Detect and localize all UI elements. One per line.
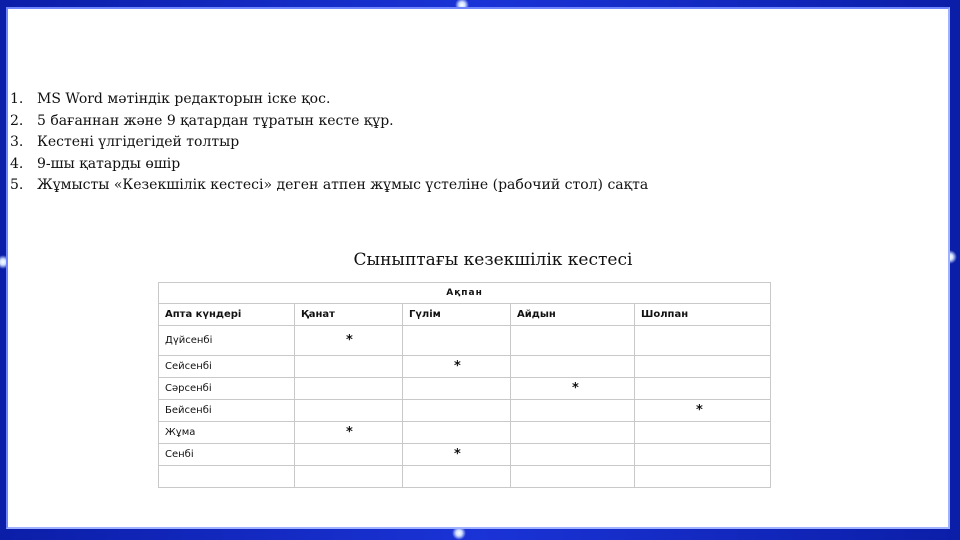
instruction-item bbox=[8, 175, 648, 197]
instruction-text: 5 бағаннан және 9 қатардан тұратын кесте құр. bbox=[37, 112, 394, 129]
day-cell: Сәрсенбі bbox=[159, 378, 295, 400]
table-row bbox=[159, 356, 771, 378]
table-row bbox=[159, 400, 771, 422]
duty-cell bbox=[295, 422, 403, 444]
column-header-gulim: Гүлім bbox=[403, 304, 511, 326]
table-row bbox=[159, 422, 771, 444]
slide-content bbox=[6, 7, 950, 529]
duty-mark: * bbox=[346, 425, 353, 440]
duty-cell bbox=[403, 378, 511, 400]
instruction-text: Жұмысты «Кезекшілік кестесі» деген атпен жұмыс үстеліне (рабочий стол) сақта bbox=[37, 177, 649, 194]
table-row bbox=[159, 326, 771, 356]
duty-cell bbox=[635, 356, 771, 378]
duty-cell bbox=[635, 444, 771, 466]
duty-cell bbox=[403, 326, 511, 356]
duty-mark: * bbox=[696, 403, 703, 418]
column-header-kanat: Қанат bbox=[295, 304, 403, 326]
duty-cell bbox=[511, 326, 635, 356]
duty-mark: * bbox=[454, 447, 461, 462]
instruction-item bbox=[8, 89, 648, 111]
instruction-item bbox=[8, 111, 648, 133]
day-cell: Жұма bbox=[159, 422, 295, 444]
instruction-text: 9-шы қатарды өшір bbox=[37, 155, 181, 172]
day-cell bbox=[159, 466, 295, 488]
duty-cell bbox=[403, 400, 511, 422]
duty-cell bbox=[511, 356, 635, 378]
day-cell: Сейсенбі bbox=[159, 356, 295, 378]
duty-cell bbox=[635, 422, 771, 444]
duty-mark: * bbox=[572, 381, 579, 396]
table-title: Сыныптағы кезекшілік кестесі bbox=[353, 250, 633, 270]
instruction-number: 4. bbox=[10, 155, 24, 172]
column-header-days: Апта күндері bbox=[159, 304, 295, 326]
day-cell: Дүйсенбі bbox=[159, 326, 295, 356]
duty-cell bbox=[295, 378, 403, 400]
day-cell: Бейсенбі bbox=[159, 400, 295, 422]
table-row bbox=[159, 378, 771, 400]
duty-cell bbox=[635, 326, 771, 356]
table-row bbox=[159, 444, 771, 466]
instruction-number: 5. bbox=[10, 177, 24, 194]
duty-cell bbox=[295, 326, 403, 356]
instruction-item bbox=[8, 132, 648, 154]
duty-cell bbox=[295, 466, 403, 488]
duty-cell bbox=[511, 400, 635, 422]
instruction-number: 1. bbox=[10, 91, 24, 107]
duty-cell bbox=[511, 444, 635, 466]
duty-cell bbox=[635, 466, 771, 488]
duty-cell bbox=[295, 400, 403, 422]
instruction-text: MS Word мәтіндік редакторын іске қос. bbox=[37, 91, 331, 107]
duty-cell bbox=[403, 444, 511, 466]
duty-cell bbox=[511, 466, 635, 488]
duty-mark: * bbox=[346, 333, 353, 348]
column-header-sholpan: Шолпан bbox=[635, 304, 771, 326]
instruction-number: 3. bbox=[10, 134, 24, 151]
instruction-item bbox=[8, 154, 648, 176]
duty-cell bbox=[403, 356, 511, 378]
duty-cell bbox=[403, 466, 511, 488]
duty-cell bbox=[295, 444, 403, 466]
column-header-aidyn: Айдын bbox=[511, 304, 635, 326]
instruction-text: Кестені үлгідегідей толтыр bbox=[37, 134, 240, 151]
duty-mark: * bbox=[454, 359, 461, 374]
table-group-header: Ақпан bbox=[159, 283, 771, 304]
duty-table bbox=[158, 282, 771, 488]
table-row bbox=[159, 466, 771, 488]
duty-cell bbox=[511, 422, 635, 444]
instruction-number: 2. bbox=[10, 112, 24, 129]
duty-cell bbox=[295, 356, 403, 378]
duty-cell bbox=[511, 378, 635, 400]
day-cell: Сенбі bbox=[159, 444, 295, 466]
duty-cell bbox=[403, 422, 511, 444]
duty-cell bbox=[635, 378, 771, 400]
duty-cell bbox=[635, 400, 771, 422]
instruction-list bbox=[8, 89, 648, 197]
